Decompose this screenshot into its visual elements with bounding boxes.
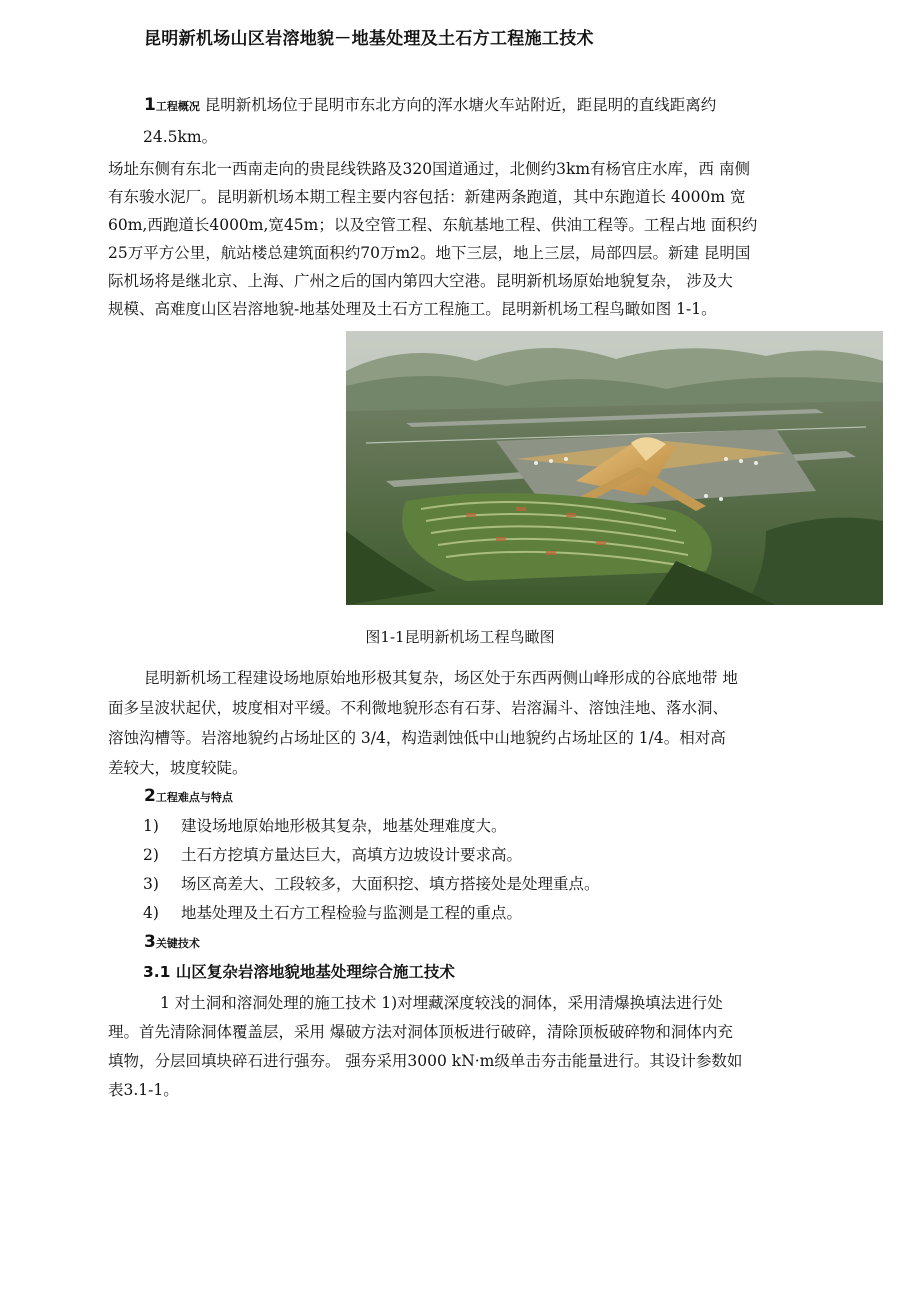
list-item-text: 地基处理及土石方工程检验与监测是工程的重点。 <box>181 904 523 922</box>
section1-label: 工程概况 <box>155 100 200 113</box>
list-item <box>143 874 600 894</box>
para2-line: 溶蚀沟槽等。岩溶地貌约占场址区的 3/4，构造剥蚀低中山地貌约占场址区的 1/4。相对高 <box>108 729 726 747</box>
section1-body-line: 有东骏水泥厂。昆明新机场本期工程主要内容包括：新建两条跑道，其中东跑道长 4000m 宽 <box>108 188 746 206</box>
airport-aerial-photo <box>346 331 883 605</box>
list-item-number: 1) <box>143 817 159 835</box>
section3-body-line: 填物，分层回填块碎石进行强夯。 强夯采用3000 kN·m级单击夯击能量进行。其设计参数如 <box>108 1052 743 1070</box>
section3-label: 关键技术 <box>155 937 200 950</box>
para2-line: 面多呈波状起伏，坡度相对平缓。不利微地貌形态有石芽、岩溶漏斗、溶蚀洼地、落水洞、 <box>108 699 729 717</box>
section1-body-line: 25万平方公里，航站楼总建筑面积约70万m2。地下三层，地上三层，局部四层。新建 昆明国 <box>108 244 751 262</box>
list-item-text: 土石方挖填方量达巨大，高填方边坡设计要求高。 <box>181 846 523 864</box>
section3-body-line: 理。首先清除洞体覆盖层，采用 爆破方法对洞体顶板进行破碎，清除顶板破碎物和洞体内充 <box>108 1023 733 1041</box>
list-item <box>143 816 507 836</box>
list-item-number: 2) <box>143 846 159 864</box>
section1-body-line: 际机场将是继北京、上海、广州之后的国内第四大空港。昆明新机场原始地貌复杂， 涉及大 <box>108 272 733 290</box>
figure-caption: 图1-1昆明新机场工程鸟瞰图 <box>365 628 555 646</box>
list-item-number: 4) <box>143 904 159 922</box>
section1-body-line: 60m,西跑道长4000m,宽45m；以及空管工程、东航基地工程、供油工程等。工程占地 面积约 <box>108 216 758 234</box>
section1-heading-line <box>144 95 716 117</box>
document-title: 昆明新机场山区岩溶地貌－地基处理及土石方工程施工技术 <box>144 29 594 49</box>
section1-body-line: 规模、高难度山区岩溶地貌-地基处理及土石方工程施工。昆明新机场工程鸟瞰如图 1-1。 <box>108 300 717 318</box>
list-item <box>143 845 522 865</box>
section1-line2: 24.5km。 <box>143 128 218 146</box>
section3-number: 3 <box>144 932 156 952</box>
para2-line: 昆明新机场工程建设场地原始地形极其复杂，场区处于东西两侧山峰形成的谷底地带 地 <box>144 669 738 687</box>
list-item <box>143 903 522 923</box>
section1-lead-text: 昆明新机场位于昆明市东北方向的浑水塘火车站附近，距昆明的直线距离约 <box>204 96 717 114</box>
section2-number: 2 <box>144 786 156 806</box>
section2-heading <box>144 786 233 808</box>
section1-heading <box>144 96 200 114</box>
section3-body-line: 表3.1-1。 <box>108 1081 179 1099</box>
section2-label: 工程难点与特点 <box>155 791 233 804</box>
list-item-text: 场区高差大、工段较多，大面积挖、填方搭接处是处理重点。 <box>181 875 600 893</box>
para2-line: 差较大，坡度较陡。 <box>108 759 248 777</box>
section3-body-line: 1 对土洞和溶洞处理的施工技术 1)对埋藏深度较浅的洞体，采用清爆换填法进行处 <box>160 994 723 1012</box>
section3-subheading: 3.1 山区复杂岩溶地貌地基处理综合施工技术 <box>143 963 455 981</box>
list-item-text: 建设场地原始地形极其复杂，地基处理难度大。 <box>181 817 507 835</box>
section1-number: 1 <box>144 95 156 115</box>
section3-heading <box>144 932 200 954</box>
section1-body-line: 场址东侧有东北一西南走向的贵昆线铁路及320国道通过，北侧约3km有杨官庄水库，西 南侧 <box>108 160 750 178</box>
list-item-number: 3) <box>143 875 159 893</box>
